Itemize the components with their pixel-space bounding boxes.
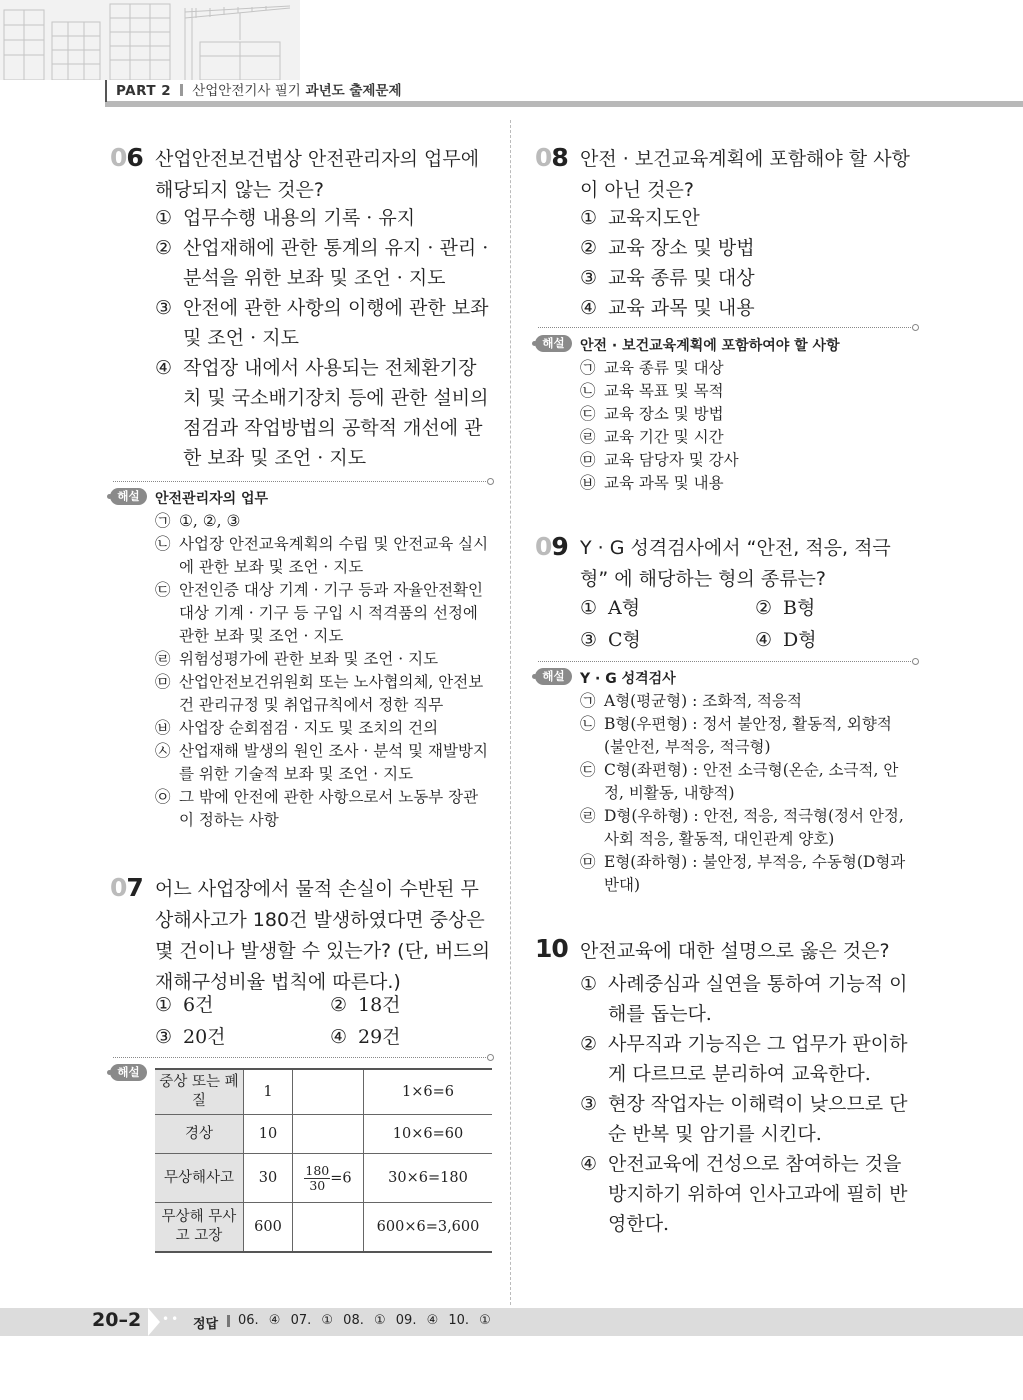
table-cell-label: 중상 또는 폐질 bbox=[155, 1069, 244, 1115]
table-cell-ratio: 600 bbox=[244, 1203, 293, 1253]
option-06-2[interactable]: ② 산업재해에 관한 통계의 유지 · 관리 · 분석을 위한 보좌 및 조언 · 지도 bbox=[155, 237, 489, 289]
solution-item: ㉣ D형(우하형) : 안전, 적응, 적극형(정서 안정, 사회 적응, 활동적, 대인관계 양호) bbox=[580, 807, 904, 848]
question-options-09 bbox=[580, 593, 915, 655]
solution-item: ㉤ 교육 담당자 및 강사 bbox=[580, 451, 739, 469]
table-row bbox=[155, 1154, 492, 1203]
solution-item: ㉢ 교육 장소 및 방법 bbox=[580, 405, 724, 423]
question-number-08: 08 bbox=[535, 143, 568, 172]
header-section: 과년도 출제문제 bbox=[305, 83, 402, 99]
solution-item: ㉡ 교육 목표 및 목적 bbox=[580, 382, 724, 400]
option-08-2[interactable]: ② 교육 장소 및 방법 bbox=[580, 237, 755, 259]
option-08-1[interactable]: ① 교육지도안 bbox=[580, 207, 700, 229]
question-number-09: 09 bbox=[535, 532, 568, 561]
table-row bbox=[155, 1115, 492, 1154]
question-text-09: Y · G 성격검사에서 “안전, 적응, 적극형” 에 해당하는 형의 종류는? bbox=[580, 537, 891, 590]
question-number-07: 07 bbox=[110, 873, 143, 902]
table-cell-calc bbox=[293, 1115, 364, 1154]
table-cell-result: 30×6=180 bbox=[364, 1154, 493, 1203]
solution-rule-06 bbox=[113, 481, 490, 482]
table-cell-label: 경상 bbox=[155, 1115, 244, 1154]
option-09-2[interactable]: ② B형 bbox=[755, 597, 816, 619]
option-06-3[interactable]: ③ 안전에 관한 사항의 이행에 관한 보좌 및 조언 · 지도 bbox=[155, 297, 489, 349]
column-divider bbox=[510, 120, 511, 1305]
solution-table-07 bbox=[155, 1068, 492, 1253]
footer-dots-icon: •• bbox=[162, 1312, 181, 1326]
table-cell-result: 600×6=3,600 bbox=[364, 1203, 493, 1253]
table-cell-label: 무상해 무사고 고장 bbox=[155, 1203, 244, 1253]
option-07-4[interactable]: ④ 29건 bbox=[330, 1026, 401, 1048]
question-text-07: 어느 사업장에서 물적 손실이 수반된 무상해사고가 180건 발생하였다면 중상은 몇 건이나 발생할 수 있는가? (단, 버드의 재해구성비율 법칙에 따른다.) bbox=[155, 878, 491, 993]
table-cell-ratio: 1 bbox=[244, 1069, 293, 1115]
table-row bbox=[155, 1203, 492, 1253]
fraction-result: =6 bbox=[330, 1170, 352, 1186]
fraction: $\frac{180}{30}$ bbox=[305, 1162, 330, 1193]
table-cell-ratio: 10 bbox=[244, 1115, 293, 1154]
option-10-2[interactable]: ② 사무직과 기능직은 그 업무가 판이하게 다르므로 분리하여 교육한다. bbox=[580, 1033, 908, 1085]
option-08-3[interactable]: ③ 교육 종류 및 대상 bbox=[580, 267, 755, 289]
solution-item: ㉥ 교육 과목 및 내용 bbox=[580, 474, 724, 492]
option-09-4[interactable]: ④ D형 bbox=[755, 629, 817, 651]
option-06-1[interactable]: ① 업무수행 내용의 기록 · 유지 bbox=[155, 207, 416, 229]
solution-item: ㉤ E형(좌하형) : 불안정, 부적응, 수동형(D형과 반대) bbox=[580, 853, 906, 894]
option-07-3[interactable]: ③ 20건 bbox=[155, 1026, 226, 1048]
header-building-illustration bbox=[0, 0, 1023, 80]
question-number-10: 10 bbox=[535, 934, 568, 963]
question-number-06: 06 bbox=[110, 143, 143, 172]
question-options-07 bbox=[155, 990, 490, 1052]
option-07-1[interactable]: ① 6건 bbox=[155, 994, 214, 1016]
solution-item: ㉢ 안전인증 대상 기계 · 기구 등과 자율안전확인 대상 기계 · 기구 등 구입 시 적격품의 선정에 관한 보좌 및 조언 · 지도 bbox=[155, 581, 484, 645]
solution-rule-08 bbox=[538, 327, 915, 328]
question-options-08 bbox=[580, 203, 915, 323]
question-options-10 bbox=[580, 969, 915, 1239]
solution-item: ㉣ 교육 기간 및 시간 bbox=[580, 428, 724, 446]
option-08-4[interactable]: ④ 교육 과목 및 내용 bbox=[580, 297, 755, 319]
solution-list-08 bbox=[580, 357, 915, 495]
question-options-06 bbox=[155, 203, 493, 473]
answer-key: 06. ④ 07. ① 08. ① 09. ④ 10. ① bbox=[238, 1313, 491, 1328]
table-cell-result: 10×6=60 bbox=[364, 1115, 493, 1154]
page-header bbox=[116, 79, 402, 99]
option-10-4[interactable]: ④ 안전교육에 건성으로 참여하는 것을 방지하기 위하여 인사고과에 필히 반영한다. bbox=[580, 1153, 908, 1235]
solution-item: ㉡ 사업장 안전교육계획의 수립 및 안전교육 실시에 관한 보좌 및 조언 · 지도 bbox=[155, 535, 489, 576]
solution-item: ㉣ 위험성평가에 관한 보좌 및 조언 · 지도 bbox=[155, 650, 439, 668]
option-10-1[interactable]: ① 사례중심과 실연을 통하여 기능적 이해를 돕는다. bbox=[580, 973, 908, 1025]
solution-item: ㉢ C형(좌편형) : 안전 소극형(온순, 소극적, 안정, 비활동, 내향적) bbox=[580, 761, 899, 802]
solution-item: ㉤ 산업안전보건위원회 또는 노사협의체, 안전보건 관리규정 및 취업규칙에서 정한 직무 bbox=[155, 673, 484, 714]
question-text-10: 안전교육에 대한 설명으로 옳은 것은? bbox=[580, 940, 890, 962]
header-gray-band bbox=[105, 101, 1023, 107]
table-cell-calc bbox=[293, 1154, 364, 1203]
solution-badge-07: 해설 bbox=[110, 1064, 147, 1081]
solution-badge-09: 해설 bbox=[535, 668, 572, 685]
table-cell-label: 무상해사고 bbox=[155, 1154, 244, 1203]
question-text-06: 산업안전보건법상 안전관리자의 업무에 해당되지 않는 것은? bbox=[155, 148, 480, 201]
answer-key-separator bbox=[227, 1315, 230, 1327]
option-10-3[interactable]: ③ 현장 작업자는 이해력이 낮으므로 단순 반복 및 암기를 시킨다. bbox=[580, 1093, 908, 1145]
option-07-2[interactable]: ② 18건 bbox=[330, 994, 401, 1016]
solution-title-08: 안전 · 보건교육계획에 포함하여야 할 사항 bbox=[580, 338, 840, 354]
answer-key-label: 정답 bbox=[193, 1317, 219, 1332]
solution-item: ㉧ 그 밖에 안전에 관한 사항으로서 노동부 장관이 정하는 사항 bbox=[155, 788, 479, 829]
solution-item: ㉠ 교육 종류 및 대상 bbox=[580, 359, 724, 377]
table-cell-ratio: 30 bbox=[244, 1154, 293, 1203]
solution-item: ㉦ 산업재해 발생의 원인 조사 · 분석 및 재발방지를 위한 기술적 보좌 및 조언 · 지도 bbox=[155, 742, 488, 783]
footer-arrow-icon bbox=[148, 1308, 160, 1336]
page-number: 20–2 bbox=[92, 1309, 142, 1331]
solution-title-09: Y · G 성격검사 bbox=[580, 671, 676, 687]
solution-list-09 bbox=[580, 690, 915, 897]
solution-item: ㉠ A형(평균형) : 조화적, 적응적 bbox=[580, 692, 802, 710]
solution-item: ㉠ ①, ②, ③ bbox=[155, 512, 241, 530]
solution-badge-08: 해설 bbox=[535, 335, 572, 352]
table-row bbox=[155, 1069, 492, 1115]
table-cell-result: 1×6=6 bbox=[364, 1069, 493, 1115]
solution-list-06 bbox=[155, 510, 493, 832]
option-09-1[interactable]: ① A형 bbox=[580, 597, 641, 619]
solution-title-06: 안전관리자의 업무 bbox=[155, 491, 269, 507]
header-vertical-rule bbox=[105, 80, 107, 102]
solution-item: ㉡ B형(우편형) : 정서 불안정, 활동적, 외향적 (불안전, 부적응, 적극형) bbox=[580, 715, 892, 756]
solution-badge-06: 해설 bbox=[110, 488, 147, 505]
solution-rule-09 bbox=[538, 661, 915, 662]
option-09-3[interactable]: ③ C형 bbox=[580, 629, 641, 651]
question-text-08: 안전 · 보건교육계획에 포함해야 할 사항이 아닌 것은? bbox=[580, 148, 910, 201]
table-cell-calc bbox=[293, 1069, 364, 1115]
option-06-4[interactable]: ④ 작업장 내에서 사용되는 전체환기장치 및 국소배기장치 등에 관한 설비의 점검과 작업방법의 공학적 개선에 관한 보좌 및 조언 · 지도 bbox=[155, 357, 489, 469]
header-subject: 산업안전기사 필기 bbox=[192, 83, 301, 99]
header-part: PART 2 bbox=[116, 83, 172, 99]
header-separator bbox=[180, 84, 183, 96]
table-cell-calc bbox=[293, 1203, 364, 1253]
solution-item: ㉥ 사업장 순회점검 · 지도 및 조치의 건의 bbox=[155, 719, 439, 737]
solution-rule-07 bbox=[113, 1057, 490, 1058]
